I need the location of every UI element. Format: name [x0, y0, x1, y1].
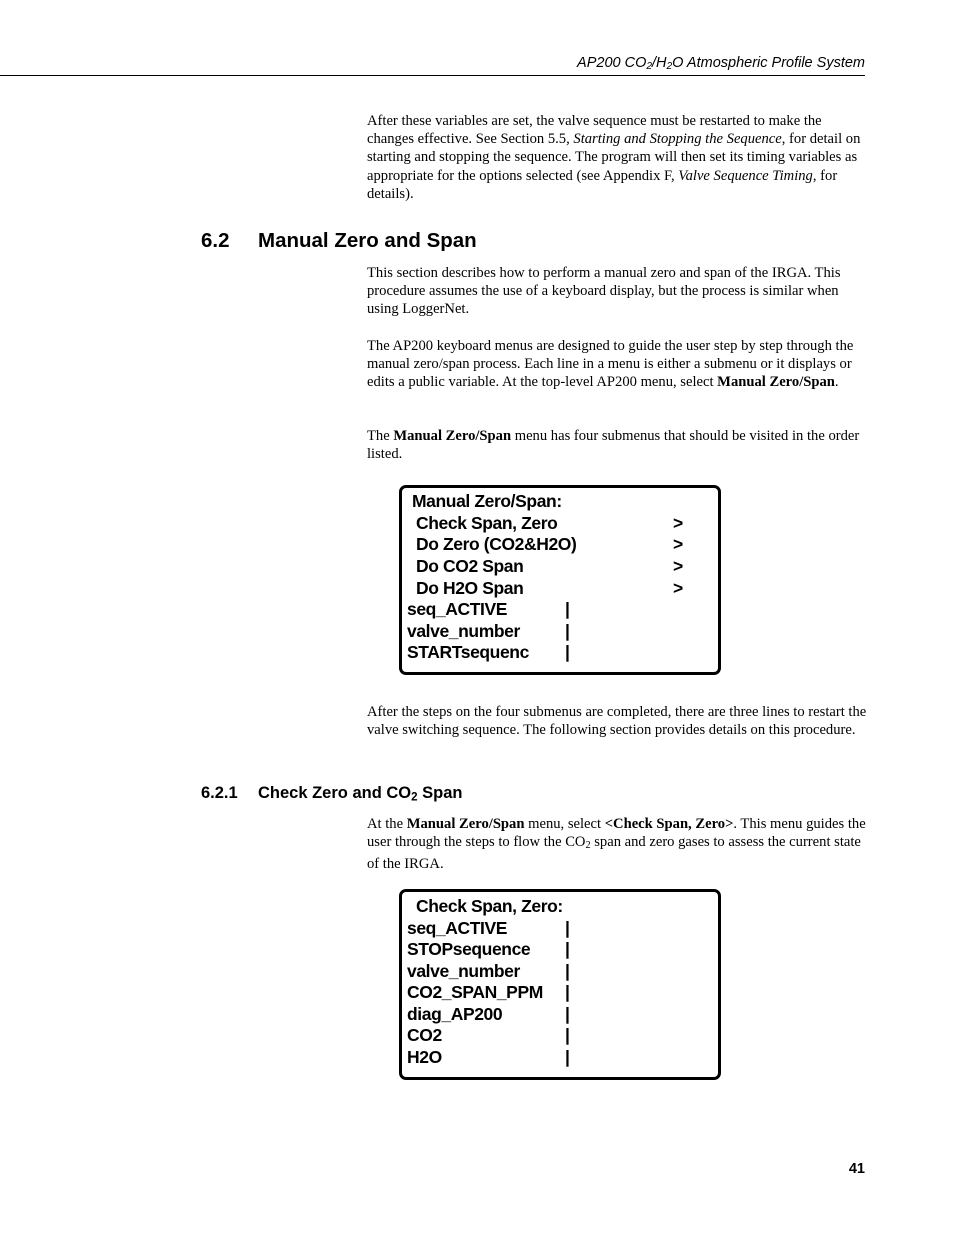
menu-title: Manual Zero/Span: [412, 491, 562, 511]
running-header: AP200 CO2/H2O Atmospheric Profile System [577, 55, 865, 73]
value-separator: | [565, 1004, 570, 1024]
menu-title: Check Span, Zero: [416, 896, 563, 916]
page-number: 41 [848, 1161, 865, 1177]
menu-var-h2o: H2O | [407, 1047, 570, 1067]
menu-var-valve-number: valve_number | [407, 621, 570, 641]
menu-item-do-co2-span: Do CO2 Span > [416, 556, 683, 576]
section-6-2-paragraph-2: The AP200 keyboard menus are designed to guide the user step by step through the manual zero/span process. Each line in a menu is either a submenu or it displays or edits a public variable. At the top-level AP200 menu, select Manual Zero/Span. [367, 338, 854, 391]
menu-var-stop-sequence: STOPsequence | [407, 939, 570, 959]
value-separator: | [565, 1047, 570, 1067]
menu-item-do-zero: Do Zero (CO2&H2O) > [416, 534, 683, 554]
value-separator: | [565, 982, 570, 1002]
header-rule [0, 75, 865, 76]
section-heading-6-2: 6.2 Manual Zero and Span [201, 229, 477, 252]
menu-var-seq-active: seq_ACTIVE | [407, 599, 570, 619]
menu-var-valve-number: valve_number | [407, 961, 570, 981]
submenu-arrow-icon: > [673, 513, 683, 533]
value-separator: | [565, 642, 570, 662]
submenu-arrow-icon: > [673, 534, 683, 554]
menu-item-check-span-zero: Check Span, Zero > [416, 513, 683, 533]
submenu-arrow-icon: > [673, 556, 683, 576]
value-separator: | [565, 1025, 570, 1045]
menu-var-co2-span-ppm: CO2_SPAN_PPM | [407, 982, 570, 1002]
manual-zero-span-menu-display [399, 485, 721, 675]
submenu-arrow-icon: > [673, 578, 683, 598]
section-6-2-paragraph-3: The Manual Zero/Span menu has four submenus that should be visited in the order listed. [367, 428, 860, 463]
menu-var-diag-ap200: diag_AP200 | [407, 1004, 570, 1024]
section-6-2-paragraph-4: After the steps on the four submenus are completed, there are three lines to restart the valve switching sequence. The following section provides details on this procedure. [367, 704, 867, 739]
menu-var-co2: CO2 | [407, 1025, 570, 1045]
check-span-zero-menu-display [399, 889, 721, 1080]
value-separator: | [565, 939, 570, 959]
section-6-2-1-paragraph: At the Manual Zero/Span menu, select <Check Span, Zero>. This menu guides the user through the steps to flow the $CO_2$ span and zero gases to assess the current state of the IRGA. [367, 816, 866, 873]
menu-var-seq-active: seq_ACTIVE | [407, 918, 570, 938]
value-separator: | [565, 599, 570, 619]
menu-item-do-h2o-span: Do H2O Span > [416, 578, 683, 598]
menu-var-start-sequence: STARTsequenc | [407, 642, 570, 662]
intro-paragraph: After these variables are set, the valve sequence must be restarted to make the changes effective. See Section 5.5, Starting and Stopping the Sequence, for detail on starting and stopping the sequence. The program will then set its timing variables as appropriate for the options selected (see Appendix F, Valve Sequence Timing, for details). [367, 113, 861, 202]
section-6-2-paragraph-1: This section describes how to perform a manual zero and span of the IRGA. This procedure assumes the use of a keyboard display, but the process is similar when using LoggerNet. [367, 265, 841, 318]
value-separator: | [565, 961, 570, 981]
value-separator: | [565, 621, 570, 641]
value-separator: | [565, 918, 570, 938]
section-heading-6-2-1: 6.2.1 Check Zero and $CO_2$ Span [201, 784, 463, 804]
